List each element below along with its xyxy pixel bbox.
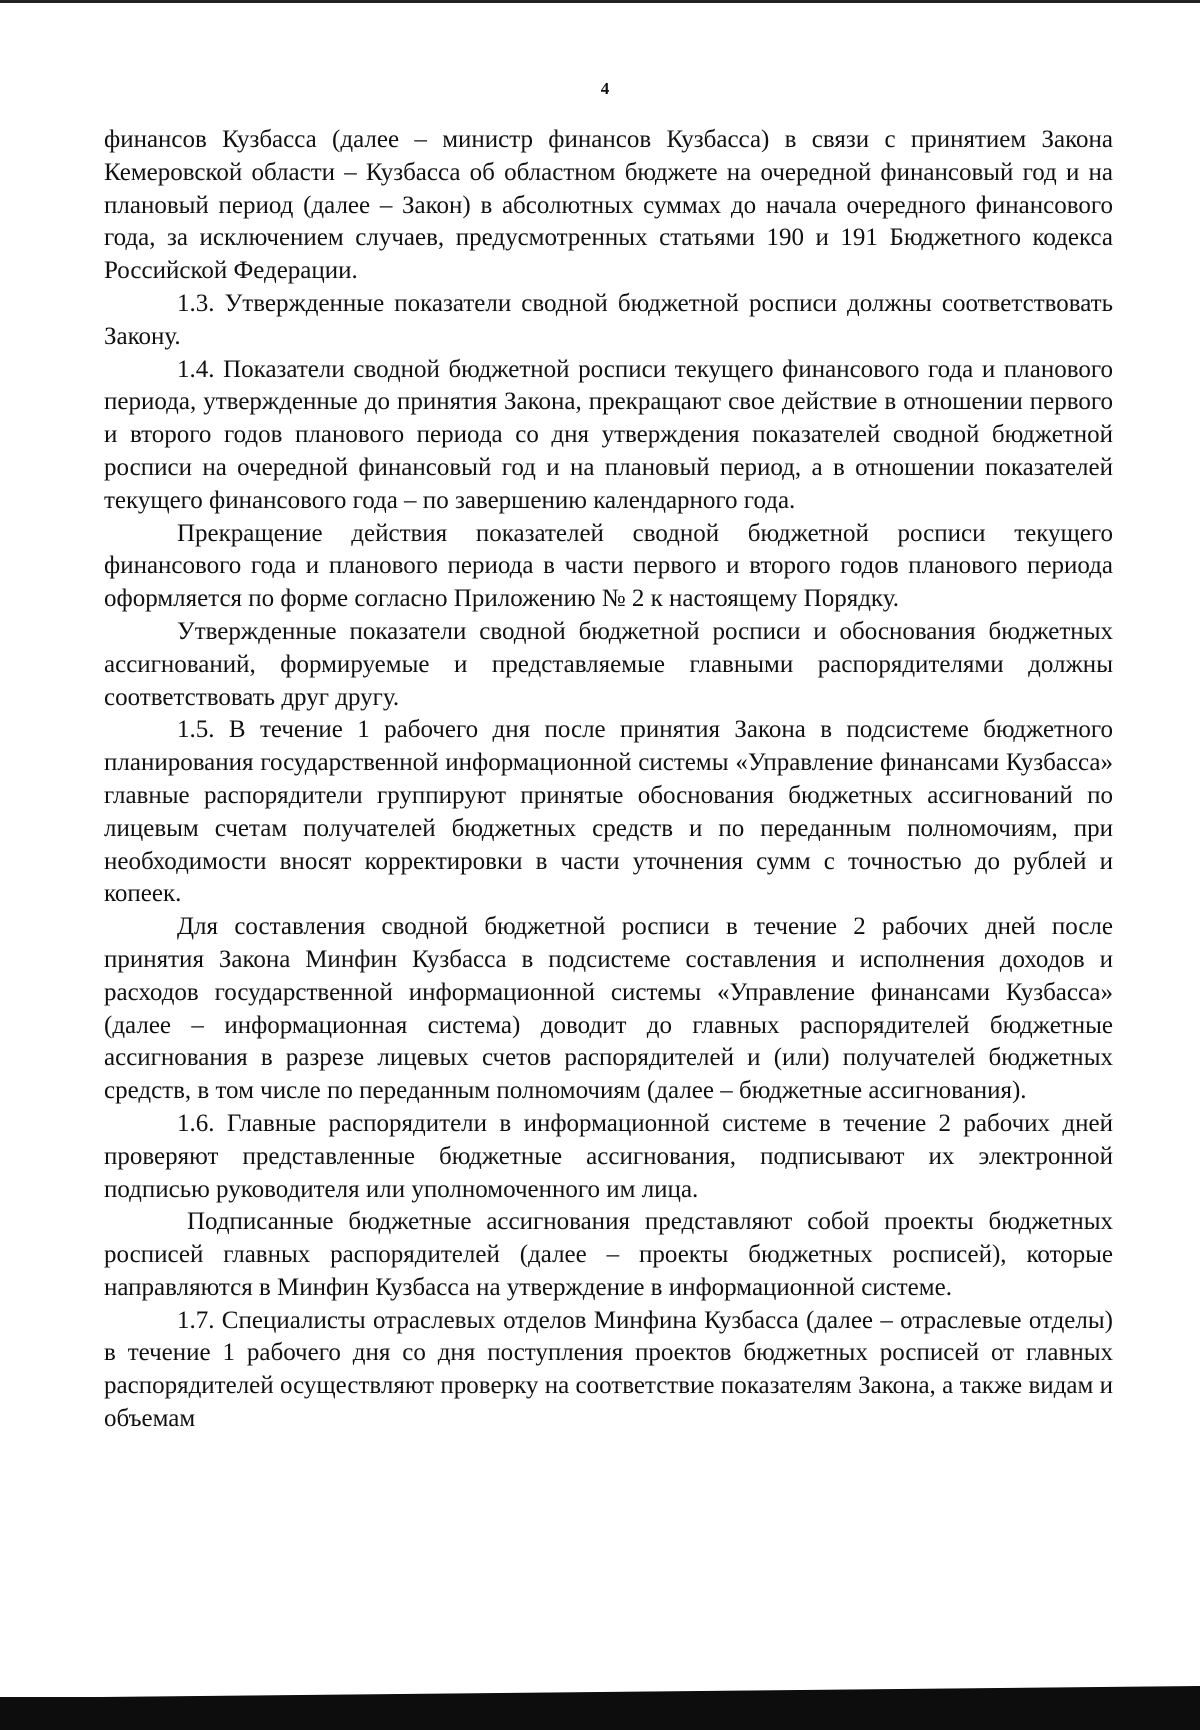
- paragraph-termination: Прекращение действия показателей сводной бюджетной росписи текущего финансового года и планового периода в части первого и второго годов планового периода оформляется по форме согласно Приложению № 2 к настоящему Порядку.: [104, 519, 1113, 613]
- paragraph-continuation: финансов Кузбасса (далее – министр финансов Кузбасса) в связи с принятием Закона Кемеровской области – Кузбасса об областном бюджете на очередной финансовый год и на плановый период (далее – Закон) в абсолютных суммах до начала очередного финансового года, за исключением случаев, предусмотренных статьями 190 и 191 Бюджетного кодекса Российской Федерации.: [104, 126, 1113, 285]
- scan-edge-bottom: [0, 1697, 1200, 1730]
- paragraph-roll-compilation: Для составления сводной бюджетной росписи в течение 2 рабочих дней после принятия Закона Минфин Кузбасса в подсистеме составления и исполнения доходов и расходов государственной информационной системы «Управление финансами Кузбасса» (далее – информационная система) доводит до главных распорядителей бюджетные ассигнования в разрезе лицевых счетов распорядителей и (или) получателей бюджетных средств, в том числе по переданным полномочиям (далее – бюджетные ассигнования).: [104, 913, 1113, 1105]
- paragraph-approved-indicators: Утвержденные показатели сводной бюджетной росписи и обоснования бюджетных ассигнований, формируемые и представляемые главными распорядителями должны соответствовать друг другу.: [104, 617, 1113, 711]
- document-body: [104, 124, 1113, 1436]
- paragraph-1-4: 1.4. Показатели сводной бюджетной росписи текущего финансового года и планового периода, утвержденные до принятия Закона, прекращают свое действие в отношении первого и второго годов планового периода со дня утверждения показателей сводной бюджетной росписи на очередной финансовый год и на плановый период, а в отношении показателей текущего финансового года – по завершению календарного года.: [104, 355, 1113, 514]
- paragraph-1-6: 1.6. Главные распорядители в информационной системе в течение 2 рабочих дней проверяют представленные бюджетные ассигнования, подписывают их электронной подписью руководителя или уполномоченного им лица.: [104, 1109, 1113, 1203]
- paragraph-1-5: 1.5. В течение 1 рабочего дня после принятия Закона в подсистеме бюджетного планирования государственной информационной системы «Управление финансами Кузбасса» главные распорядители группируют принятые обоснования бюджетных ассигнований по лицевым счетам получателей бюджетных средств и по переданным полномочиям, при необходимости вносят корректировки в части уточнения сумм с точностью до рублей и копеек.: [104, 716, 1113, 908]
- page-number: 4: [600, 79, 610, 98]
- paragraph-1-7: 1.7. Специалисты отраслевых отделов Минфина Кузбасса (далее – отраслевые отделы) в течение 1 рабочего дня со дня поступления проектов бюджетных росписей от главных распорядителей осуществляют проверку на соответствие показателям Закона, а также видам и объемам: [104, 1306, 1113, 1433]
- paragraph-signed-allocations: Подписанные бюджетные ассигнования представляют собой проекты бюджетных росписей главных распорядителей (далее – проекты бюджетных росписей), которые направляются в Минфин Кузбасса на утверждение в информационной системе.: [104, 1208, 1113, 1301]
- scan-edge-top: [0, 0, 1200, 3]
- paragraph-1-3: 1.3. Утвержденные показатели сводной бюджетной росписи должны соответствовать Закону.: [104, 289, 1113, 350]
